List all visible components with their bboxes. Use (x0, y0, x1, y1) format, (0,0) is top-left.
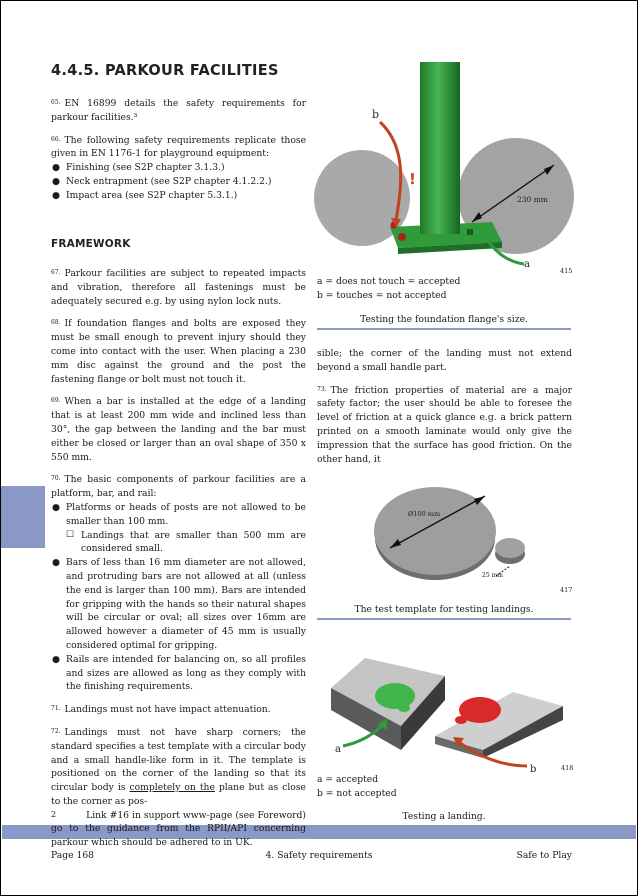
framework-block (51, 267, 306, 850)
bolt (398, 233, 406, 241)
template-green (375, 683, 415, 709)
label-a: a (335, 744, 341, 755)
paragraph-68: $^{68.}$ If foundation flanges and bolts are exposed they must be small enough to prevent injury should they come into contact with the user. When placing a 230 mm disc against the ground and the post the fastening flange or bolt must not touch it. (51, 318, 306, 385)
legend-line: b = touches = not accepted (317, 289, 447, 301)
figure-landing-template (360, 476, 575, 596)
paragraph-73: $^{73.}$ The friction properties of material are a major safety factor; the user should be able to foresee the level of friction at a quick glance e.g. a brick pattern printed on a smooth laminate would only give the impression that the surface has good friction. On the other hand, it (317, 384, 572, 465)
paragraph-67: $^{67.}$ Parkour facilities are subject to repeated impacts and vibration, therefore all fastenings must be adequately secured e.g. by using nylon lock nuts. (51, 268, 306, 307)
paragraph-number: 66. (51, 135, 61, 143)
legend-line: b = not accepted (317, 787, 397, 799)
list-item: ● Finishing (see S2P chapter 3.1.3.) (52, 162, 225, 174)
legend-line: a = does not touch = accepted (317, 276, 461, 287)
list-item-sub: ☐ Landings that are smaller than 500 mm are considered small. (66, 529, 306, 555)
template-handle (495, 538, 525, 558)
paragraph-66 (51, 134, 306, 162)
components-list (51, 501, 306, 694)
footer-chapter: 4. Safety requirements (265, 850, 373, 861)
legend-line: a = accepted (317, 774, 379, 785)
paragraph-72: $^{72.}$ Landings must not have sharp corners; the standard specifies a test template with a circular body and a small handle-like form in it. The template is positioned on the corner of the landing so that its circular body is completely on the plane but as close to the corner as pos- (51, 726, 306, 807)
figure-number: 418 (561, 764, 574, 772)
caption-rule (317, 328, 571, 330)
paragraph-69: $^{69.}$ When a bar is installed at the edge of a landing that is at least 200 mm wide and inclined less than 30°, the gap between the landing and the bar must either be closed or larger than an oval shape of 350 x 550 mm. (51, 396, 306, 463)
right-text-block (317, 347, 572, 466)
list-item: ● Rails are intended for balancing on, so all profiles and sizes are allowed as long as they comply with the finishing requirements. (52, 653, 306, 693)
figure2-caption: The test template for testing landings. (354, 604, 534, 615)
figure-number: 415 (560, 267, 573, 275)
label-b: b (530, 764, 537, 773)
chapter-side-tab (1, 486, 45, 548)
label-b: b (372, 108, 380, 121)
paragraph-text: The following safety requirements replicate those given in EN 1176-1 for playground equipment: (51, 134, 306, 160)
section-heading: 4.4.5. PARKOUR FACILITIES (51, 62, 279, 80)
intro-bullet-list (51, 161, 306, 202)
figure-testing-landing (317, 648, 577, 773)
page-number: Page 168 (51, 850, 95, 861)
label-a: a (524, 259, 530, 270)
footer-title: Safe to Play (516, 850, 572, 861)
diameter-label: Ø100 mm (408, 510, 441, 518)
figure1-caption: Testing the foundation flange's size. (360, 314, 528, 325)
paragraph-number: 65. (51, 99, 61, 106)
figure3-legend (317, 773, 571, 800)
paragraph-65 (51, 97, 306, 125)
figure-number: 417 (560, 586, 573, 594)
list-item: ● Neck entrapment (see S2P chapter 4.1.2.2.) (52, 175, 272, 187)
post (420, 62, 460, 234)
figure3-caption: Testing a landing. (402, 811, 486, 822)
paragraph-continued: sible; the corner of the landing must not extend beyond a small handle part. (317, 348, 572, 373)
intro-block (51, 97, 306, 203)
subheading-framework: FRAMEWORK (51, 238, 131, 250)
footnote: 2 Link #16 in support www-page (see Foreword) go to the guidance from the RPII/API concerning parkour which should be adhered to in UK. (51, 809, 306, 849)
paragraph-text: EN 16899 details the safety requirements for parkour facilities.³ (51, 98, 306, 123)
warning-mark: ! (409, 170, 416, 188)
list-item: ● Impact area (see S2P chapter 5.3.1.) (52, 189, 238, 201)
figure-flange-test (312, 62, 582, 277)
caption-rule (317, 618, 571, 620)
list-item: ● Platforms or heads of posts are not allowed to be smaller than 100 mm. (52, 501, 306, 527)
handle-dimension-label: 25 mm (482, 572, 503, 579)
list-item: ● Bars of less than 16 mm diameter are not allowed, and protruding bars are not allowed at all (unless the end is larger than 100 mm). Bars are intended for gripping with the hands so their natural shapes will be circular or oval; all sizes over 16mm are allowed however a diameter of 45 mm is usually considered optimal for gripping. (52, 557, 306, 651)
paragraph-71: $^{71.}$ Landings must not have impact attenuation. (51, 704, 271, 716)
paragraph-70: $^{70.}$ The basic components of parkour facilities are a platform, bar, and rail: (51, 474, 306, 500)
dimension-label: 230 mm (517, 195, 548, 204)
figure1-legend (317, 275, 571, 302)
